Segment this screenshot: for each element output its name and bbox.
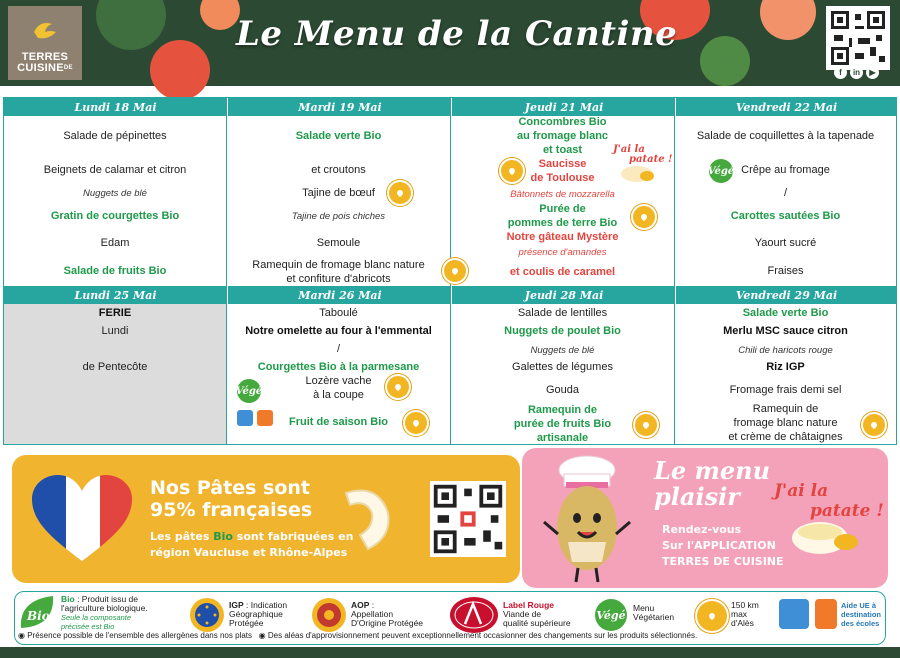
potato-chef-icon <box>540 452 634 584</box>
local-icon <box>387 180 413 206</box>
menu-item: et crème de châtaignes <box>728 431 843 443</box>
legend-label-rouge-title: Label Rouge <box>503 600 555 610</box>
menu-item: Lozère vache <box>305 375 372 387</box>
legend-aop-label: AOP <box>351 600 370 610</box>
linkedin-icon[interactable]: in <box>850 66 863 79</box>
footer-notes <box>18 631 697 640</box>
day-header: Mardi 19 Mai <box>227 98 452 116</box>
menu-plaisir-title-line2: plaisir <box>654 482 740 511</box>
brand-name-line2 <box>17 63 73 74</box>
legend-local <box>731 601 759 628</box>
legend-ue-text2: destination <box>841 610 882 619</box>
menu-item: Semoule <box>316 237 361 249</box>
legend-ue-text3: des écoles <box>841 619 880 628</box>
day-header: Jeudi 21 Mai <box>451 98 676 116</box>
day-header: Jeudi 28 Mai <box>451 286 676 304</box>
bio-leaf-icon <box>17 594 57 632</box>
pasta-title-line1: Nos Pâtes sont <box>150 477 310 499</box>
patate-sticker-line1: J'ai la <box>613 144 645 155</box>
patate-sticker-line2: patate ! <box>810 501 884 521</box>
menu-cell-monday-25 <box>4 304 227 444</box>
menu-item-bio: Concombres Bio <box>518 116 607 128</box>
menu-item-plaisir: et coulis de caramel <box>509 266 616 278</box>
menu-item-plaisir: de Toulouse <box>530 172 595 184</box>
menu-item-bio: et toast <box>542 144 583 156</box>
vegetable-decoration <box>200 0 240 30</box>
menu-item: Ramequin de fromage blanc nature <box>252 259 425 271</box>
menu-item-bio: Salade de fruits Bio <box>63 265 167 277</box>
menu-item-alt: Nuggets de blé <box>530 345 595 356</box>
menu-item-bio: Fruit de saison Bio <box>288 416 388 428</box>
pasta-title <box>150 477 312 521</box>
patate-sticker-icon <box>772 474 882 560</box>
menu-cell-monday-18 <box>4 116 227 286</box>
menu-item-bio: au fromage blanc <box>516 130 609 142</box>
pasta-text-line2: région Vaucluse et Rhône-Alpes <box>150 546 348 559</box>
menu-item: Gouda <box>545 384 580 396</box>
menu-cell-friday-29 <box>675 304 896 444</box>
info-icon: ◉ <box>258 631 266 640</box>
local-icon <box>499 158 525 184</box>
facebook-icon[interactable]: f <box>834 66 847 79</box>
menu-item: Salade de pépinettes <box>63 130 167 142</box>
legend-bio-text1: : Produit issu de <box>74 594 139 604</box>
legend-igp-text2: Géographique <box>229 609 283 619</box>
menu-item: Crêpe au fromage <box>741 164 830 176</box>
legend-bio <box>61 595 148 631</box>
day-header: Lundi 18 Mai <box>4 98 227 116</box>
menu-item-bio: Carottes sautées Bio <box>730 210 841 222</box>
brand-name-de: DE <box>63 65 73 71</box>
menu-item: et confiture d'abricots <box>286 273 391 285</box>
menu-plaisir-text[interactable] <box>662 522 784 570</box>
legend-local-text1: 150 km <box>731 600 759 610</box>
leaf-decoration <box>96 0 166 50</box>
holiday-label: FERIE <box>98 307 132 319</box>
menu-item: Taboulé <box>319 307 358 319</box>
menu-item-bio: Salade verte Bio <box>742 307 829 319</box>
brand-name-line2-text: CUISINE <box>17 62 64 74</box>
menu-cell-thursday-28 <box>451 304 675 444</box>
aop-seal-icon <box>311 597 347 633</box>
menu-item: fromage blanc nature <box>733 417 838 429</box>
legend-lr-text2: qualité supérieure <box>503 618 571 628</box>
footer-decoration <box>0 647 900 658</box>
macaroni-icon <box>338 483 394 555</box>
leaf-decoration <box>700 36 750 86</box>
menu-item: Notre omelette au four à l'emmental <box>245 325 432 337</box>
legend-ue <box>841 601 881 628</box>
legend-bio-small1: Seule la composante <box>61 613 132 622</box>
legend-igp-label: IGP <box>229 600 244 610</box>
page-title: Le Menu de la Cantine <box>236 14 678 54</box>
menu-item-bio: purée de fruits Bio <box>513 418 612 430</box>
legend-igp-text1: : Indication <box>243 600 288 610</box>
menu-cell-tuesday-26 <box>227 304 451 444</box>
vegetable-decoration <box>760 0 816 40</box>
vege-icon: Végé <box>595 599 627 631</box>
menu-item-alt: Bâtonnets de mozzarella <box>510 189 615 200</box>
menu-item-alt: Chili de haricots rouge <box>738 345 833 356</box>
menu-item: Tajine de bœuf <box>302 187 375 199</box>
menu-cell-tuesday-19 <box>227 116 451 286</box>
menu-item-bio: Ramequin de <box>527 404 598 416</box>
footer-supply: Des aléas d'approvisionnement peuvent exceptionnellement occasionner des changements sur les produits sélectionnés. <box>267 631 698 640</box>
legend-vege <box>633 604 674 622</box>
legend-aop <box>351 601 423 628</box>
menu-item: Riz IGP <box>766 361 805 373</box>
legend-local-text3: d'Alès <box>731 618 754 628</box>
menu-grid <box>3 97 897 445</box>
day-header: Vendredi 29 Mai <box>675 286 897 304</box>
legend-igp <box>229 601 287 628</box>
menu-item-bio: Courgettes Bio à la parmesane <box>257 361 420 373</box>
fruit-school-icon <box>815 599 837 629</box>
menu-item-alt: Nuggets de blé <box>83 188 147 199</box>
legend-vege-text1: Menu <box>633 603 655 613</box>
local-icon <box>403 410 429 436</box>
legend-aop-text3: D'Origine Protégée <box>351 618 424 628</box>
social-links <box>834 66 879 79</box>
menu-plaisir-banner <box>522 448 888 588</box>
menu-plaisir-text-line3: TERRES DE CUISINE <box>662 555 784 568</box>
menu-plaisir-title <box>654 458 770 510</box>
legend-bio-label: Bio <box>61 594 75 604</box>
bird-logo-icon <box>32 18 58 42</box>
menu-cell-friday-22 <box>675 116 896 286</box>
menu-item-bio: Nuggets de poulet Bio <box>504 325 621 337</box>
tomato-decoration <box>150 40 210 100</box>
legend-aop-text1: : <box>369 600 375 610</box>
menu-item: Ramequin de <box>752 403 819 415</box>
menu-item-separator: / <box>783 187 788 199</box>
day-header: Lundi 25 Mai <box>4 286 227 304</box>
menu-item-alt: présence d'amandes <box>518 247 607 258</box>
menu-item-bio: Purée de <box>539 203 586 215</box>
legend-igp-text3: Protégée <box>229 618 264 628</box>
legend-vege-text2: Végétarien <box>633 612 675 622</box>
day-header: Mardi 26 Mai <box>227 286 452 304</box>
local-icon <box>631 204 657 230</box>
brand-logo[interactable] <box>8 6 82 80</box>
legend-bio-text2: l'agriculture biologique. <box>61 603 148 613</box>
patate-sticker-icon <box>607 140 673 184</box>
vege-icon: Végé <box>709 159 733 183</box>
pasta-banner <box>12 455 520 583</box>
eu-school-aid-icon <box>779 599 809 629</box>
local-icon <box>633 412 659 438</box>
holiday-text: Lundi <box>101 325 129 337</box>
menu-item: à la coupe <box>313 389 364 401</box>
menu-item: Edam <box>100 237 130 249</box>
pasta-text-line1 <box>150 529 353 545</box>
qr-code-icon[interactable] <box>826 6 890 70</box>
pasta-text-bio: Bio <box>213 530 233 543</box>
menu-plaisir-text-line2: Sur l'APPLICATION <box>662 539 776 552</box>
menu-item-bio: pommes de terre Bio <box>507 217 618 229</box>
menu-item-bio: Salade verte Bio <box>295 130 382 142</box>
legend-bio-small2: précisée est Bio <box>61 622 115 631</box>
qr-code-icon[interactable] <box>430 481 506 557</box>
legend-lr-text1: Viande de <box>503 609 542 619</box>
menu-item: Galettes de légumes <box>512 361 613 373</box>
legend-aop-text2: Appellation <box>351 609 394 619</box>
menu-item: Yaourt sucré <box>754 237 817 249</box>
menu-item: Salade de lentilles <box>517 307 608 319</box>
menu-item: et croutons <box>311 164 366 176</box>
menu-plaisir-text-line1: Rendez-vous <box>662 523 742 536</box>
menu-plaisir-title-line1: Le menu <box>654 456 771 485</box>
igp-seal-icon <box>189 597 225 633</box>
day-header: Vendredi 22 Mai <box>675 98 897 116</box>
menu-item-alt: Tajine de pois chiches <box>291 211 386 222</box>
vege-icon: Végé <box>237 379 261 403</box>
header-banner <box>0 0 900 86</box>
menu-item-bio: artisanale <box>536 432 589 444</box>
info-icon: ◉ <box>18 631 25 640</box>
local-icon <box>695 599 729 633</box>
bio-leaf-label: Bio <box>27 609 50 623</box>
pasta-text <box>150 529 353 561</box>
menu-item: Salade de coquillettes à la tapenade <box>696 130 875 142</box>
pasta-title-line2: 95% françaises <box>150 499 313 521</box>
legend-ue-text1: Aide UE à <box>841 601 877 610</box>
holiday-text: de Pentecôte <box>82 361 148 373</box>
patate-sticker-line2: patate ! <box>629 154 673 165</box>
menu-item-plaisir: Notre gâteau Mystère <box>506 231 619 243</box>
brand-name-line1: TERRES <box>21 51 69 63</box>
pasta-text-post: sont fabriquées en <box>232 530 354 543</box>
patate-sticker-line1: J'ai la <box>774 481 829 501</box>
menu-item: Fraises <box>767 265 804 277</box>
menu-item: Merlu MSC sauce citron <box>723 325 848 337</box>
menu-item-separator: / <box>336 343 341 355</box>
menu-cell-thursday-21 <box>451 116 675 286</box>
legend-label-rouge <box>503 601 571 628</box>
local-icon <box>385 374 411 400</box>
footer-allergens: Présence possible de l'ensemble des allergènes dans nos plats <box>27 631 252 640</box>
legend-local-text2: max <box>731 609 748 619</box>
youtube-icon[interactable]: ▶ <box>866 66 879 79</box>
menu-item: Fromage frais demi sel <box>729 384 842 396</box>
menu-item: Beignets de calamar et citron <box>43 164 187 176</box>
menu-item-plaisir: Saucisse <box>538 158 587 170</box>
label-rouge-icon <box>449 596 499 634</box>
menu-item-bio: Gratin de courgettes Bio <box>50 210 180 222</box>
pasta-text-pre: Les pâtes <box>150 530 214 543</box>
france-heart-icon <box>30 473 134 565</box>
local-icon <box>861 412 887 438</box>
